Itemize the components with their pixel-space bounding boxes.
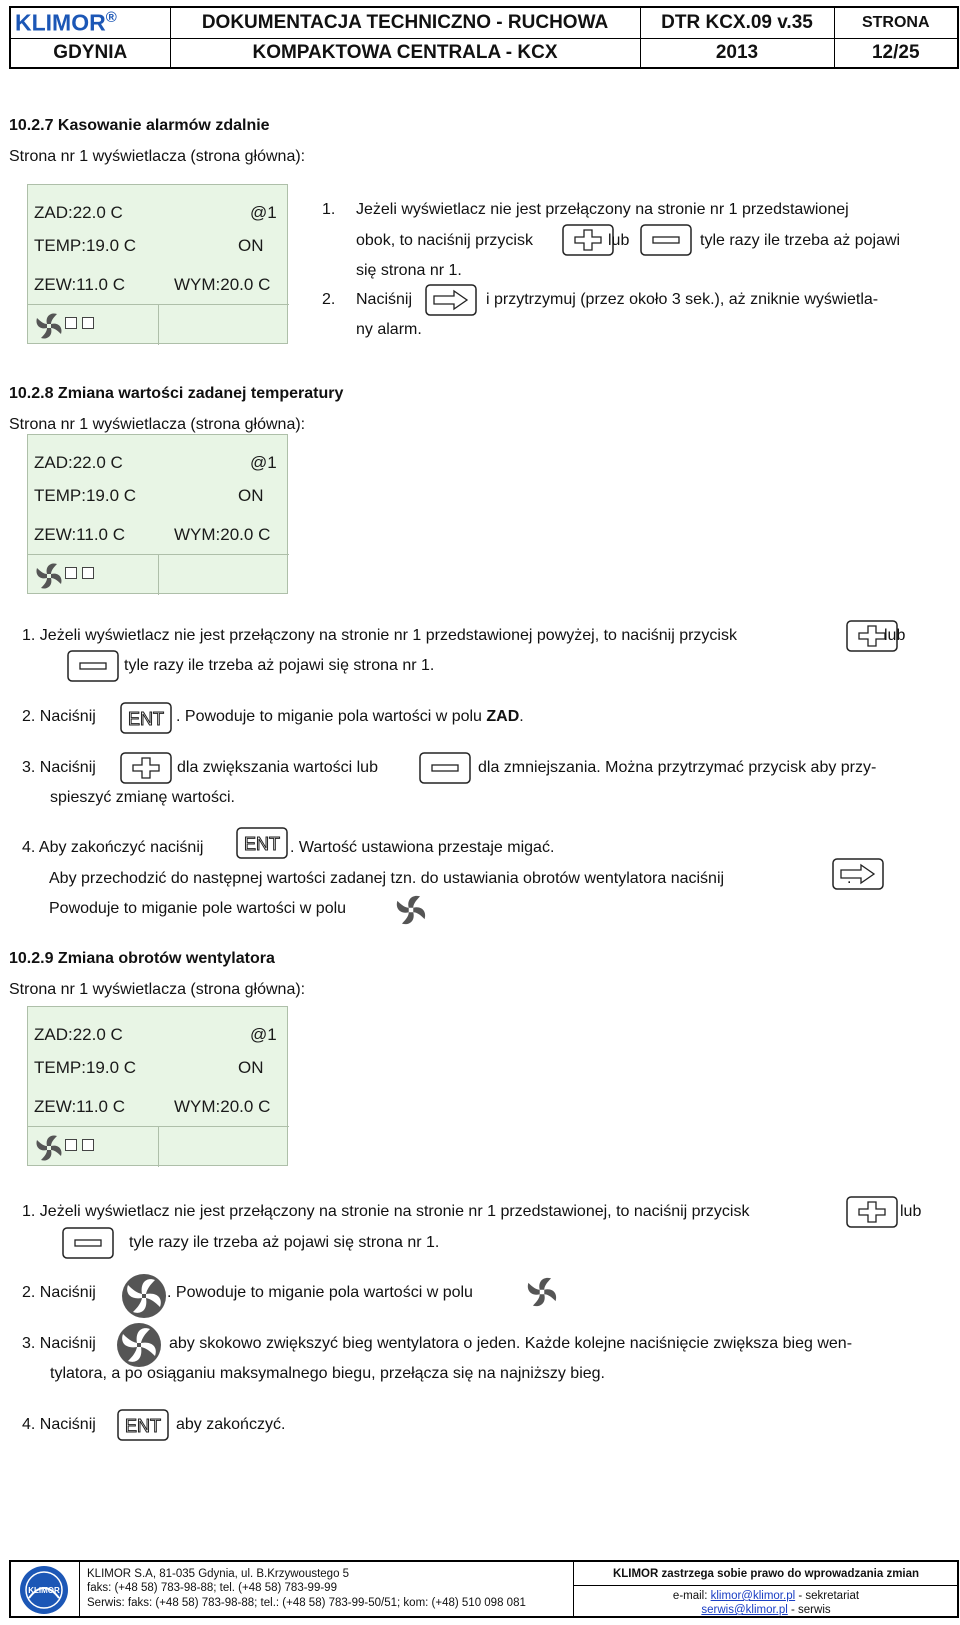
- instruction-text: . Wartość ustawiona przestaje migać.: [290, 839, 555, 856]
- instruction-text: . Powoduje to miganie pola wartości w polu ZAD.: [176, 708, 524, 725]
- lcd-temp: TEMP:19.0 C: [34, 1058, 137, 1077]
- company-phone: faks: (+48 58) 783-98-88; tel. (+48 58) 783-99-99: [87, 1582, 337, 1594]
- logo-text: KLIMOR: [28, 1586, 60, 1595]
- lcd-status: ON: [238, 1058, 264, 1077]
- email-line: e-mail: klimor@klimor.pl - sekretariat: [672, 1590, 860, 1602]
- year: 2013: [640, 38, 834, 68]
- instruction-text: spieszyć zmianę wartości.: [50, 789, 235, 806]
- instruction-text: 2. Naciśnij: [22, 708, 96, 725]
- company-logo: KLIMOR®: [10, 7, 170, 38]
- fan-icon: [34, 311, 64, 346]
- instruction-text: obok, to naciśnij przycisk: [356, 232, 533, 249]
- plus-key-icon: [120, 752, 172, 784]
- instruction-text: się strona nr 1.: [356, 262, 462, 279]
- step-number: 2.: [322, 291, 336, 308]
- minus-key-icon: [419, 752, 471, 784]
- fan-icon: [34, 561, 64, 596]
- rights-notice: KLIMOR zastrzega sobie prawo do wprowadzania zmian: [612, 1568, 920, 1580]
- instruction-text: lub: [900, 1203, 922, 1220]
- instruction-text: tyle razy ile trzeba aż pojawi się strona nr 1.: [124, 657, 435, 674]
- klimor-logo-icon: [17, 1564, 71, 1621]
- instruction-text: Jeżeli wyświetlacz nie jest przełączony na stronie nr 1 przedstawionej: [356, 201, 849, 218]
- instruction-text: aby zakończyć.: [176, 1416, 286, 1433]
- lcd-indicator-1: [65, 317, 77, 329]
- lcd-indicator-2: [82, 317, 94, 329]
- instruction-text: . Powoduje to miganie pola wartości w polu: [167, 1284, 473, 1301]
- document-header: [9, 6, 959, 69]
- arrow-right-key-icon: [832, 858, 884, 890]
- lcd-display: [27, 1006, 288, 1166]
- product-name: KOMPAKTOWA CENTRALA - KCX: [170, 38, 640, 68]
- instruction-text: 3. Naciśnij: [22, 1335, 96, 1352]
- instruction-text: 1. Jeżeli wyświetlacz nie jest przełączony na stronie nr 1 przedstawionej powyżej, to naciśnij przycisk: [22, 627, 737, 644]
- instruction-text: .: [847, 870, 852, 887]
- lcd-indicator-2: [82, 1139, 94, 1151]
- instruction-text: ny alarm.: [356, 321, 422, 338]
- lcd-address: @1: [250, 203, 277, 222]
- instruction-text: tyle razy ile trzeba aż pojawi: [700, 232, 901, 249]
- ent-key-icon: [120, 702, 172, 734]
- lcd-address: @1: [250, 1025, 277, 1044]
- instruction-text: i przytrzymuj (przez około 3 sek.), aż zniknie wyświetla-: [486, 291, 879, 308]
- lcd-temp: TEMP:19.0 C: [34, 236, 137, 255]
- instruction-text: aby skokowo zwiększyć bieg wentylatora o jeden. Każde kolejne naciśnięcie zwiększa bieg wen-: [169, 1335, 853, 1352]
- fan-button-icon: [121, 1273, 167, 1319]
- fan-icon: [34, 1133, 64, 1168]
- section-title-10-2-9: 10.2.9 Zmiana obrotów wentylatora: [9, 950, 275, 967]
- instruction-text: Powoduje to miganie pole wartości w polu: [49, 900, 347, 917]
- instruction-text: dla zwiększania wartości lub: [177, 759, 378, 776]
- minus-key-icon: [640, 224, 692, 256]
- lcd-indicator-1: [65, 567, 77, 579]
- minus-key-icon: [62, 1227, 114, 1259]
- instruction-text: lub: [608, 232, 630, 249]
- lcd-indicator-2: [82, 567, 94, 579]
- lcd-address: @1: [250, 453, 277, 472]
- instruction-text: 1. Jeżeli wyświetlacz nie jest przełączony na stronie na stronie nr 1 przedstawionej, to naciśnij przycisk: [22, 1203, 750, 1220]
- fan-button-icon: [116, 1322, 162, 1368]
- page-number: 12/25: [834, 38, 958, 68]
- lcd-status: ON: [238, 236, 264, 255]
- lcd-status: ON: [238, 486, 264, 505]
- lcd-zew: ZEW:11.0 C: [34, 525, 126, 544]
- instruction-text: 2. Naciśnij: [22, 1284, 96, 1301]
- lcd-wym: WYM:20.0 C: [174, 1097, 271, 1116]
- lcd-zew: ZEW:11.0 C: [34, 275, 126, 294]
- page-label: STRONA: [834, 7, 958, 38]
- section-intro: Strona nr 1 wyświetlacza (strona główna):: [9, 148, 306, 165]
- step-number: 1.: [322, 201, 336, 218]
- minus-key-icon: [67, 650, 119, 682]
- plus-key-icon: [562, 224, 614, 256]
- email-link[interactable]: klimor@klimor.pl: [710, 1590, 796, 1602]
- fan-icon: [525, 1275, 559, 1309]
- instruction-text: lub: [884, 627, 906, 644]
- ent-key-label: ENT: [244, 834, 280, 854]
- lcd-zad: ZAD:22.0 C: [34, 453, 123, 472]
- lcd-indicator-1: [65, 1139, 77, 1151]
- instruction-text: dla zmniejszania. Można przytrzymać przycisk aby przy-: [478, 759, 877, 776]
- arrow-right-key-icon: [425, 284, 477, 316]
- lcd-display: [27, 184, 288, 344]
- instruction-text: 4. Aby zakończyć naciśnij: [22, 839, 204, 856]
- city: GDYNIA: [10, 38, 170, 68]
- ent-key-label: ENT: [128, 709, 164, 729]
- instruction-text: Naciśnij: [356, 291, 413, 308]
- instruction-text: tylatora, a po osiąganiu maksymalnego biegu, przełącza się na najniższy bieg.: [50, 1365, 605, 1382]
- doc-title: DOKUMENTACJA TECHNICZNO - RUCHOWA: [170, 7, 640, 38]
- lcd-zad: ZAD:22.0 C: [34, 1025, 123, 1044]
- lcd-wym: WYM:20.0 C: [174, 275, 271, 294]
- lcd-temp: TEMP:19.0 C: [34, 486, 137, 505]
- ent-key-label: ENT: [125, 1416, 161, 1436]
- instruction-text: 3. Naciśnij: [22, 759, 96, 776]
- lcd-display: [27, 434, 288, 594]
- section-intro: Strona nr 1 wyświetlacza (strona główna):: [9, 981, 306, 998]
- lcd-wym: WYM:20.0 C: [174, 525, 271, 544]
- doc-code: DTR KCX.09 v.35: [640, 7, 834, 38]
- instruction-text: 4. Naciśnij: [22, 1416, 96, 1433]
- service-email-line: serwis@klimor.pl - serwis: [701, 1604, 831, 1616]
- plus-key-icon: [846, 1196, 898, 1228]
- lcd-zad: ZAD:22.0 C: [34, 203, 123, 222]
- document-footer: [9, 1560, 959, 1618]
- section-title-10-2-7: 10.2.7 Kasowanie alarmów zdalnie: [9, 117, 270, 134]
- instruction-text: Aby przechodzić do następnej wartości zadanej tzn. do ustawiania obrotów wentylatora naciśnij: [49, 870, 725, 887]
- ent-key-icon: [236, 827, 288, 859]
- service-email-link[interactable]: serwis@klimor.pl: [701, 1604, 788, 1616]
- section-intro: Strona nr 1 wyświetlacza (strona główna):: [9, 416, 306, 433]
- instruction-text: tyle razy ile trzeba aż pojawi się strona nr 1.: [129, 1234, 440, 1251]
- lcd-zew: ZEW:11.0 C: [34, 1097, 126, 1116]
- ent-key-icon: [117, 1409, 169, 1441]
- fan-icon: [394, 893, 428, 927]
- service-contact: Serwis: faks: (+48 58) 783-98-88; tel.: (+48 58) 783-99-50/51; kom: (+48) 510 098 081: [87, 1597, 526, 1609]
- section-title-10-2-8: 10.2.8 Zmiana wartości zadanej temperatury: [9, 385, 344, 402]
- company-address: KLIMOR S.A, 81-035 Gdynia, ul. B.Krzywoustego 5: [87, 1568, 350, 1580]
